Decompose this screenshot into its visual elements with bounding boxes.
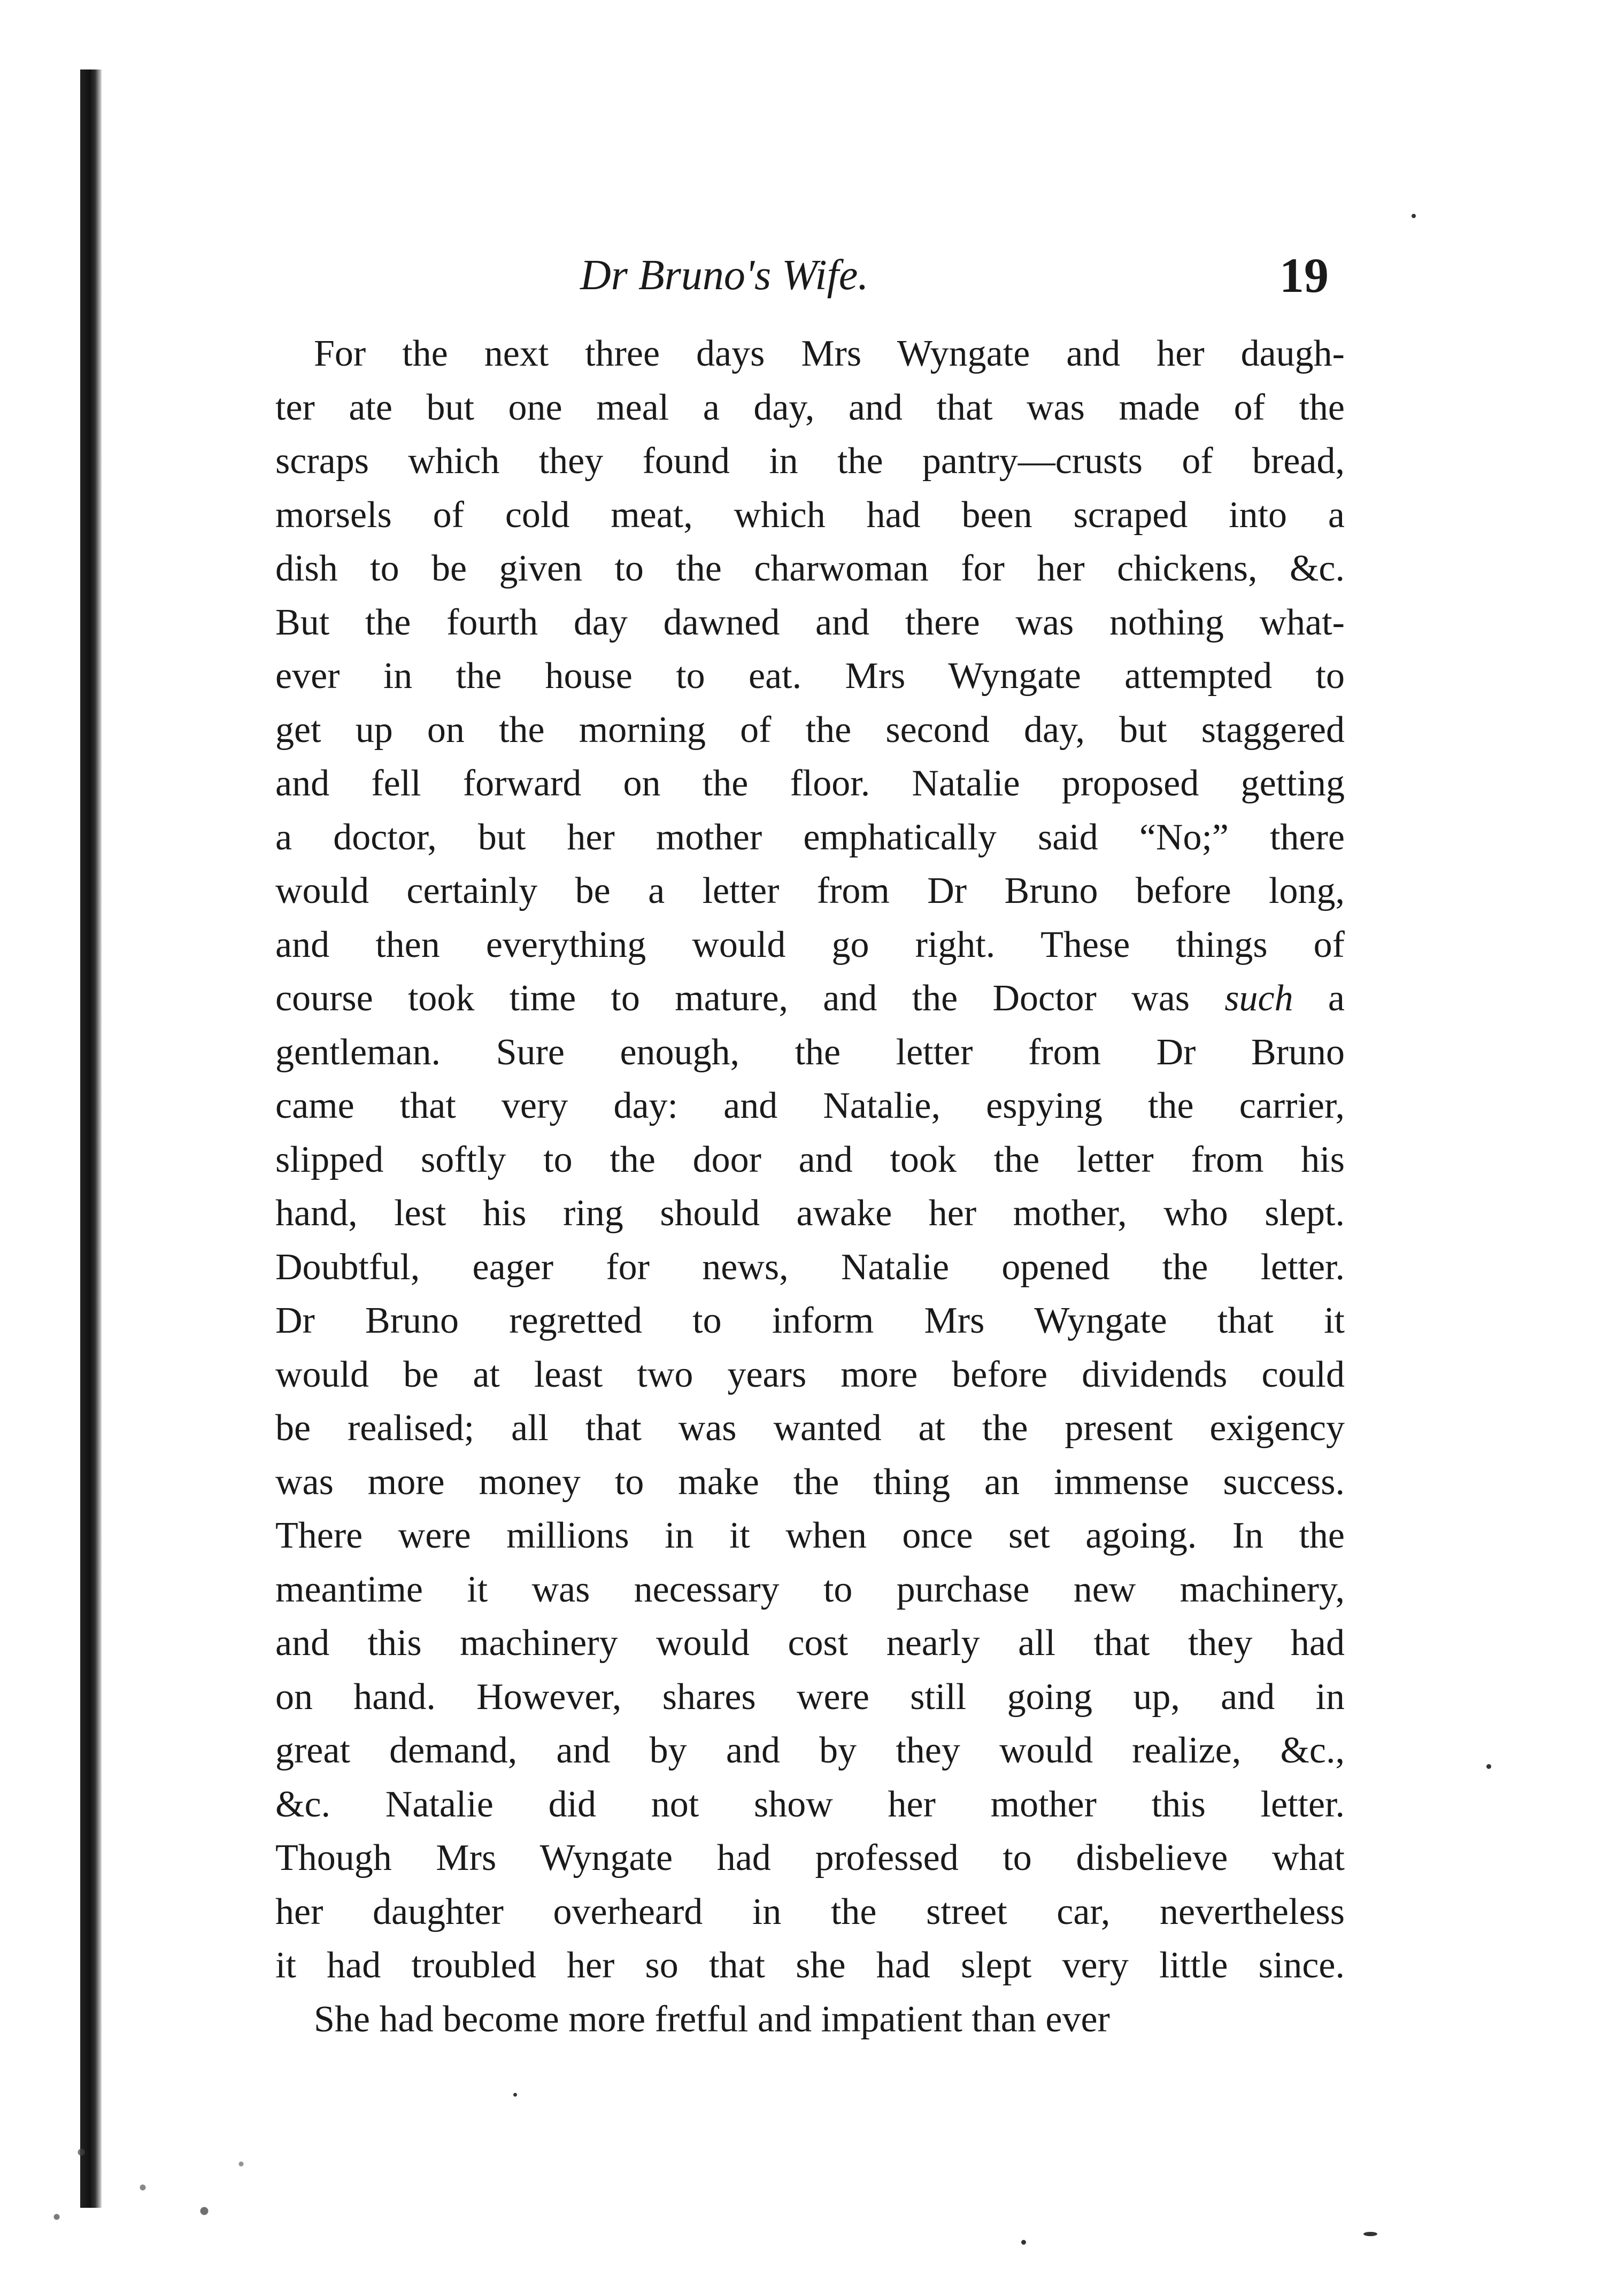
text-line: it had troubled her so that she had slept very little since. bbox=[275, 1945, 1345, 1986]
text-line: scraps which they found in the pantry—crusts of bread, bbox=[275, 440, 1345, 482]
text-line: morsels of cold meat, which had been scraped into a bbox=[275, 494, 1345, 536]
book-gutter-shadow bbox=[80, 69, 102, 2208]
text-line: slipped softly to the door and took the letter from his bbox=[275, 1139, 1345, 1180]
text-line: For the next three days Mrs Wyngate and her daugh- bbox=[314, 333, 1345, 374]
print-speck bbox=[1486, 1764, 1491, 1769]
text-line: course took time to mature, and the Doctor was such a bbox=[275, 978, 1345, 1019]
print-specks bbox=[32, 2117, 278, 2235]
text-line: and then everything would go right. These things of bbox=[275, 924, 1345, 965]
text-line: on hand. However, shares were still going up, and in bbox=[275, 1676, 1345, 1718]
text-line: gentleman. Sure enough, the letter from Dr Bruno bbox=[275, 1031, 1345, 1073]
text-line: But the fourth day dawned and there was nothing what- bbox=[275, 601, 1345, 643]
print-speck bbox=[1363, 2232, 1377, 2236]
text-line: came that very day: and Natalie, espying the carrier, bbox=[275, 1085, 1345, 1126]
text-line: and this machinery would cost nearly all that they had bbox=[275, 1622, 1345, 1664]
text-line: and fell forward on the floor. Natalie proposed getting bbox=[275, 763, 1345, 804]
text-line: get up on the morning of the second day, but staggered bbox=[275, 709, 1345, 751]
text-line: her daughter overheard in the street car, nevertheless bbox=[275, 1891, 1345, 1932]
print-speck bbox=[1412, 214, 1416, 218]
print-speck bbox=[1021, 2240, 1026, 2245]
text-line: hand, lest his ring should awake her mother, who slept. bbox=[275, 1193, 1345, 1234]
text-line: There were millions in it when once set agoing. In the bbox=[275, 1515, 1345, 1556]
text-line: She had become more fretful and impatient than ever bbox=[314, 1998, 1110, 2040]
body-text bbox=[275, 327, 1345, 2046]
text-line: dish to be given to the charwoman for her chickens, &c. bbox=[275, 548, 1345, 589]
text-line: was more money to make the thing an immense success. bbox=[275, 1461, 1345, 1503]
text-line: great demand, and by and by they would realize, &c., bbox=[275, 1730, 1345, 1771]
text-line: ever in the house to eat. Mrs Wyngate attempted to bbox=[275, 655, 1345, 697]
text-line: be realised; all that was wanted at the present exigency bbox=[275, 1408, 1345, 1449]
emphasis: such bbox=[1224, 978, 1293, 1019]
text-line: meantime it was necessary to purchase new machinery, bbox=[275, 1568, 1345, 1610]
text-line: Doubtful, eager for news, Natalie opened the letter. bbox=[275, 1246, 1345, 1288]
text-line: &c. Natalie did not show her mother this letter. bbox=[275, 1783, 1345, 1825]
text-line: would certainly be a letter from Dr Bruno before long, bbox=[275, 870, 1345, 911]
print-speck bbox=[513, 2093, 517, 2097]
text-line: a doctor, but her mother emphatically said “No;” there bbox=[275, 816, 1345, 858]
text-line: Though Mrs Wyngate had professed to disbelieve what bbox=[275, 1837, 1345, 1878]
running-title: Dr Bruno's Wife. bbox=[580, 252, 869, 299]
page-header bbox=[580, 243, 1329, 307]
page-number: 19 bbox=[1279, 248, 1329, 303]
text-line: ter ate but one meal a day, and that was made of the bbox=[275, 386, 1345, 428]
text-line: Dr Bruno regretted to inform Mrs Wyngate that it bbox=[275, 1300, 1345, 1341]
text-line: would be at least two years more before dividends could bbox=[275, 1354, 1345, 1395]
